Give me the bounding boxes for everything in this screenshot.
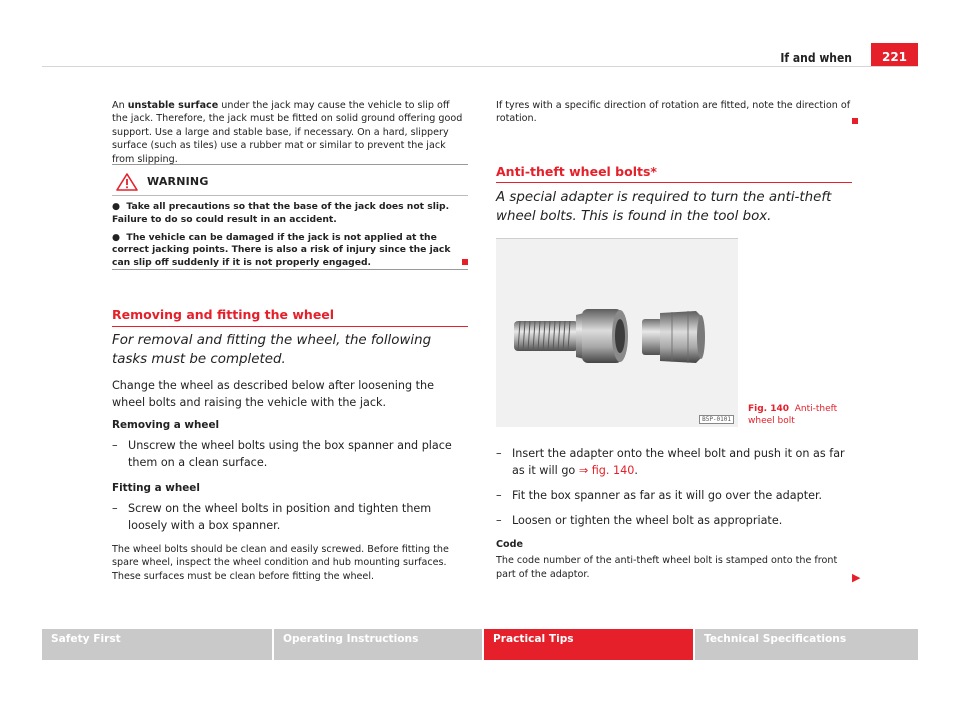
removing-wheel-body (112, 377, 468, 583)
anti-theft-step (496, 445, 854, 479)
nav-tab-safety-first[interactable]: Safety First (42, 629, 272, 660)
header-divider (42, 66, 918, 67)
unstable-pre: An (112, 100, 128, 111)
section-heading-rule (112, 326, 468, 327)
warning-item-text: The vehicle can be damaged if the jack is not applied at the correct jacking points. There is also a risk of injury since the jack can slip off suddenly if it is not properly engaged. (112, 231, 451, 269)
wheel-bolts-note: The wheel bolts should be clean and easily screwed. Before fitting the spare wheel, inspect the wheel condition and hub mounting surfaces. These surfaces must be clean before fitting the wheel. (112, 544, 449, 582)
step1-post: . (634, 464, 638, 477)
code-subheading: Code (496, 539, 524, 550)
warning-body (112, 201, 462, 275)
fitting-wheel-step: – Screw on the wheel bolts in position and tighten them loosely with a box spanner. (112, 500, 468, 534)
removing-wheel-description: Change the wheel as described below after loosening the wheel bolts and raising the vehicle with the jack. (112, 379, 435, 409)
adapter-icon (642, 319, 662, 355)
end-of-section-mark (462, 259, 468, 265)
unstable-surface-paragraph (112, 99, 468, 166)
section-intro-anti-theft: A special adapter is required to turn the anti-theft wheel bolts. This is found in the tool box. (496, 190, 832, 224)
figure-code: B5P-0101 (699, 415, 734, 424)
removing-wheel-subheading: Removing a wheel (112, 419, 220, 431)
figure-reference-link[interactable]: ⇒ fig. 140 (578, 464, 635, 477)
section-heading-anti-theft: Anti-theft wheel bolts* (496, 164, 657, 179)
nav-tab-operating-instructions[interactable]: Operating Instructions (274, 629, 482, 660)
continue-arrow-icon: ▶ (852, 571, 861, 584)
code-text: The code number of the anti-theft wheel bolt is stamped onto the front part of the adaptor. (496, 555, 838, 580)
end-of-section-mark (852, 118, 858, 124)
anti-theft-steps (496, 442, 854, 529)
warning-header (112, 165, 468, 196)
warning-item: ● The vehicle can be damaged if the jack is not applied at the correct jacking points. There is also a risk of injury since the jack can slip off suddenly if it is not properly engaged. (112, 231, 451, 269)
fitting-wheel-subheading: Fitting a wheel (112, 482, 200, 494)
section-heading-rule (496, 182, 852, 183)
warning-title: WARNING (147, 175, 209, 188)
step1-pre: Insert the adapter onto the wheel bolt and push it on as far as it will go (512, 447, 845, 477)
anti-theft-bolt-illustration (496, 239, 738, 428)
figure-caption-label: Fig. 140 (748, 404, 790, 414)
removing-wheel-step: – Unscrew the wheel bolts using the box spanner and place them on a clean surface. (112, 437, 468, 471)
page-number-badge: 221 (871, 43, 918, 67)
chapter-nav-bar (42, 629, 918, 660)
anti-theft-step: – Loosen or tighten the wheel bolt as appropriate. (496, 512, 854, 529)
warning-triangle-icon (116, 173, 138, 191)
figure-caption-text: Anti-theft wheel bolt (748, 404, 838, 426)
code-section (496, 538, 854, 581)
warning-item-text: Take all precautions so that the base of the jack does not slip. Failure to do so could result in an accident. (112, 201, 450, 225)
unstable-rest: under the jack may cause the vehicle to slip off the jack. Therefore, the jack must be fitted on solid ground offering good support. Use a large and stable base, if necessary. On a hard, slippery surface (such as tiles) use a rubber mat or similar to prevent the jack from slipping. (112, 100, 463, 165)
rotation-note-text: If tyres with a specific direction of rotation are fitted, note the direction of rotation. (496, 100, 851, 125)
anti-theft-step: – Fit the box spanner as far as it will go over the adapter. (496, 487, 854, 504)
warning-item: ● Take all precautions so that the base of the jack does not slip. Failure to do so could result in an accident. (112, 201, 450, 225)
running-header-title: If and when (780, 51, 852, 65)
section-heading-removing-wheel: Removing and fitting the wheel (112, 307, 335, 322)
nav-tab-practical-tips[interactable]: Practical Tips (484, 629, 693, 660)
figure-anti-theft-bolt (496, 238, 738, 427)
figure-caption (748, 404, 840, 427)
unstable-bold: unstable surface (127, 100, 219, 111)
section-intro-removing-wheel: For removal and fitting the wheel, the following tasks must be completed. (112, 333, 432, 367)
nav-tab-technical-specifications[interactable]: Technical Specifications (695, 629, 918, 660)
warning-box (112, 164, 468, 270)
rotation-note (496, 99, 854, 126)
